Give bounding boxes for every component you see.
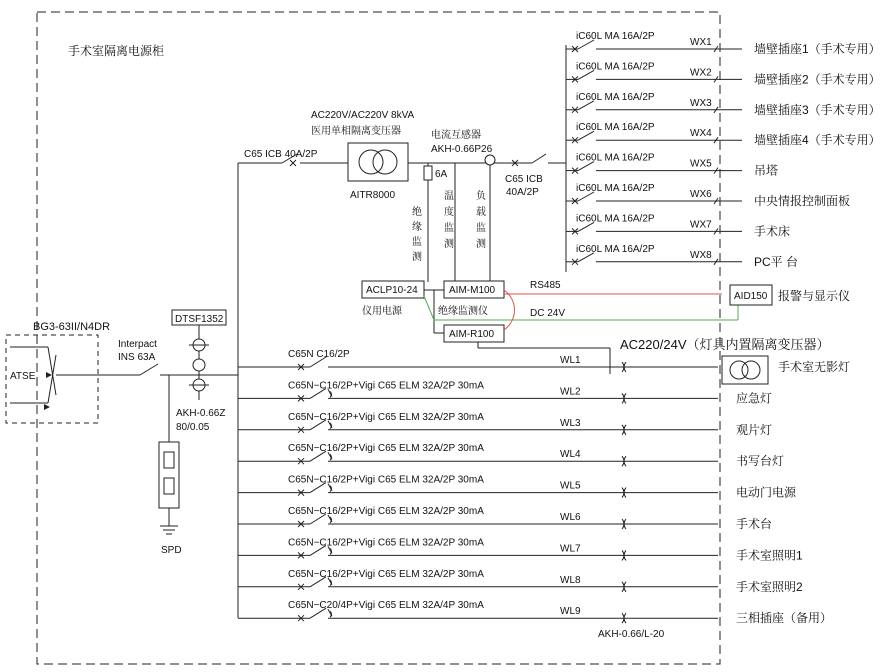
transformer-model: AITR8000 xyxy=(350,190,396,201)
wl-circuit-code: WL8 xyxy=(560,574,581,586)
aid-desc: 报警与显示仪 xyxy=(778,289,851,303)
it-circuit-load: 中央情报控制面板 xyxy=(754,194,851,208)
insulation-char-1: 缘 xyxy=(412,222,422,233)
it-breaker-label: iC60L MA 16A/2P xyxy=(576,91,655,103)
wl-circuit-row xyxy=(238,569,803,594)
insulation-char-3: 测 xyxy=(412,252,422,263)
out-breaker-label-2: 40A/2P xyxy=(506,187,539,198)
wl-circuit-code: WL3 xyxy=(560,417,581,429)
it-circuit-code: WX3 xyxy=(690,97,712,109)
fuse-label: 6A xyxy=(435,169,448,180)
it-circuit-row xyxy=(566,31,881,56)
ct-circle-2 xyxy=(193,359,205,371)
temperature-char-2: 监 xyxy=(444,223,454,234)
it-circuit-code: WX1 xyxy=(690,37,712,48)
fuse xyxy=(424,166,432,180)
wl-circuit-code: WL6 xyxy=(560,512,581,523)
temperature-char-0: 温 xyxy=(444,191,454,202)
it-circuit-load: 手术床 xyxy=(754,224,791,239)
lighting-transformer-box xyxy=(722,356,768,384)
wl-circuit-row xyxy=(238,443,784,468)
load-char-1: 载 xyxy=(476,207,486,218)
wl-circuit-row xyxy=(238,506,772,531)
isolation-transformer xyxy=(348,143,408,181)
it-circuit-load: 墙壁插座1（手术专用） xyxy=(754,42,881,56)
wl-circuit-load: 手术室照明2 xyxy=(736,579,803,594)
wl-breaker-label: C65N−C16/2P+Vigi C65 ELM 32A/2P 30mA xyxy=(288,537,484,549)
wl-circuit-load: 手术室无影灯 xyxy=(778,360,851,374)
it-circuit-row xyxy=(566,122,881,147)
it-circuit-row xyxy=(566,153,778,178)
it-breaker-label: iC60L MA 16A/2P xyxy=(576,31,655,42)
insulation-char-0: 绝 xyxy=(412,207,422,218)
it-breaker-label: iC60L MA 16A/2P xyxy=(576,152,655,164)
transformer-spec-1: AC220V/AC220V 8kVA xyxy=(311,110,415,121)
dc24-label: DC 24V xyxy=(530,308,566,319)
wl-circuit-row xyxy=(238,412,772,437)
incoming-breaker-label: BG3-63II/N4DR xyxy=(33,321,111,333)
main-breaker-label: C65 ICB 40A/2P xyxy=(244,149,318,160)
it-breaker-label: iC60L MA 16A/2P xyxy=(576,243,655,255)
it-circuit-load: PC平 台 xyxy=(754,254,799,269)
it-breaker-label: iC60L MA 16A/2P xyxy=(576,183,655,194)
load-char-0: 负 xyxy=(476,191,486,202)
wl-breaker-label: C65N−C16/2P+Vigi C65 ELM 32A/2P 30mA xyxy=(288,443,484,455)
it-circuit-code: WX8 xyxy=(690,249,712,261)
wl-circuit-row xyxy=(238,475,797,500)
load-char-2: 监 xyxy=(476,223,486,234)
it-circuit-load: 吊塔 xyxy=(754,163,779,178)
incoming-ct-model: AKH-0.66Z xyxy=(176,408,226,419)
imd-label: 绝缘监测仪 xyxy=(438,306,488,317)
atse-label: ATSE xyxy=(10,371,36,382)
load-ct xyxy=(485,155,495,165)
load-char-3: 测 xyxy=(476,239,486,250)
it-circuit-load: 墙壁插座3（手术专用） xyxy=(754,102,881,117)
wl-breaker-label: C65N C16/2P xyxy=(288,349,350,360)
wl-circuit-load: 电动门电源 xyxy=(736,485,797,500)
out-breaker-label-1: C65 ICB xyxy=(505,174,543,185)
spd-label: SPD xyxy=(161,545,182,556)
temperature-char-3: 测 xyxy=(444,239,454,250)
wl-circuit-code: WL5 xyxy=(560,480,581,492)
it-circuit-load: 墙壁插座4（手术专用） xyxy=(754,133,881,148)
it-breaker-label: iC60L MA 16A/2P xyxy=(576,213,655,225)
incoming-ct-ratio: 80/0.05 xyxy=(176,422,210,433)
wl-circuit-load: 书写台灯 xyxy=(736,454,785,469)
it-circuit-code: WX5 xyxy=(690,158,712,170)
wl-circuit-load: 手术室照明1 xyxy=(736,548,803,563)
wl-circuit-row xyxy=(238,537,803,562)
wl-circuit-code: WL7 xyxy=(560,543,581,555)
wl-circuit-load: 应急灯 xyxy=(736,391,773,406)
wl-breaker-label: C65N−C16/2P+Vigi C65 ELM 32A/2P 30mA xyxy=(288,506,484,517)
it-circuits xyxy=(566,31,881,269)
wl-breaker-label: C65N−C16/2P+Vigi C65 ELM 32A/2P 30mA xyxy=(288,411,484,423)
it-circuit-code: WX2 xyxy=(690,67,712,79)
aid-label: AID150 xyxy=(734,291,768,302)
cabinet-title: 手术室隔离电源柜 xyxy=(68,44,165,58)
it-circuit-row xyxy=(566,92,881,117)
aclp-label: ACLP10-24 xyxy=(366,285,418,296)
wl-circuit-load: 观片灯 xyxy=(736,422,773,437)
temperature-char-1: 度 xyxy=(444,207,454,218)
wl-circuit-load: 手术台 xyxy=(736,517,773,531)
it-breaker-label: iC60L MA 16A/2P xyxy=(576,122,655,134)
incoming-section xyxy=(6,310,238,556)
wl-circuit-code: WL9 xyxy=(560,606,581,618)
aim-r-label: AIM-R100 xyxy=(449,329,495,340)
power-label: 仪用电源 xyxy=(362,306,402,317)
interpact-rating: INS 63A xyxy=(118,352,156,363)
wl-circuit-row xyxy=(238,600,832,625)
lighting-transformer-label: AC220/24V（灯具内置隔离变压器） xyxy=(620,337,830,352)
wl-breaker-label: C65N−C16/2P+Vigi C65 ELM 32A/2P 30mA xyxy=(288,568,484,580)
transformer-spec-2: 医用单相隔离变压器 xyxy=(311,126,401,137)
it-circuit-code: WX7 xyxy=(690,219,712,231)
it-circuit-row xyxy=(566,213,790,238)
rs485-label: RS485 xyxy=(530,280,561,291)
transformer-section xyxy=(238,110,566,282)
it-circuit-load: 墙壁插座2（手术专用） xyxy=(754,72,881,87)
wl-circuit-code: WL1 xyxy=(560,355,581,366)
ct-model: AKH-0.66P26 xyxy=(431,144,493,155)
it-circuit-row xyxy=(566,61,881,86)
insulation-char-2: 监 xyxy=(412,237,422,248)
wl-breaker-label: C65N−C16/2P+Vigi C65 ELM 32A/2P 30mA xyxy=(288,474,484,486)
it-circuit-code: WX6 xyxy=(690,189,712,200)
wl-circuit-load: 三相插座（备用） xyxy=(736,611,833,626)
wl-circuit-code: WL4 xyxy=(560,449,581,461)
ct-title: 电流互感器 xyxy=(431,130,481,141)
it-circuit-row xyxy=(566,183,850,208)
wl-circuits xyxy=(238,349,850,625)
it-circuit-row xyxy=(566,244,798,269)
wl-breaker-label: C65N−C20/4P+Vigi C65 ELM 32A/4P 30mA xyxy=(288,600,484,612)
wl-ct-label: AKH-0.66/L-20 xyxy=(598,629,665,640)
aim-m-label: AIM-M100 xyxy=(449,285,496,296)
interpact-label: Interpact xyxy=(118,339,157,350)
it-breaker-label: iC60L MA 16A/2P xyxy=(576,61,655,73)
wl-breaker-label: C65N−C16/2P+Vigi C65 ELM 32A/2P 30mA xyxy=(288,380,484,392)
it-circuit-code: WX4 xyxy=(690,128,712,140)
wl-circuit-row xyxy=(238,380,772,405)
dtsf-label: DTSF1352 xyxy=(175,314,224,325)
wl-circuit-code: WL2 xyxy=(560,386,581,398)
